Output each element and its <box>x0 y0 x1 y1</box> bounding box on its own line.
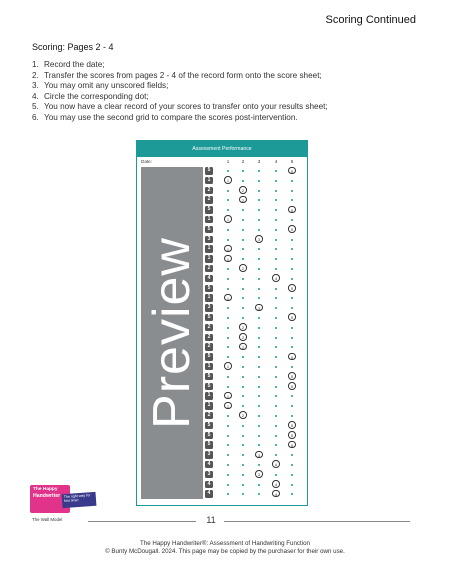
item-score-box: 3 <box>205 304 213 312</box>
item-score-box: 1 <box>205 255 213 263</box>
score-dot <box>227 170 229 172</box>
logo-tagline: The right way for first time! <box>62 492 97 508</box>
score-dot <box>227 356 229 358</box>
instruction-number: 2. <box>32 70 39 80</box>
score-dot <box>258 180 260 182</box>
column-number: 2 <box>241 159 245 164</box>
score-dot <box>258 376 260 378</box>
item-score-box: 1 <box>205 177 213 185</box>
score-dot <box>291 454 293 456</box>
score-dot <box>275 297 277 299</box>
circled-score-dot: 1 <box>224 392 232 400</box>
circled-score-dot: 5 <box>288 313 296 321</box>
circled-score-dot: 1 <box>224 215 232 223</box>
item-score-box: 5 <box>205 373 213 381</box>
score-dot <box>227 346 229 348</box>
instructions-list <box>32 60 328 124</box>
score-dot <box>258 386 260 388</box>
score-dot <box>258 346 260 348</box>
instruction-item <box>32 60 328 71</box>
footer-text <box>0 540 450 556</box>
score-dot <box>291 493 293 495</box>
logo-line2: Handwriter <box>33 493 61 499</box>
item-score-box: 5 <box>205 285 213 293</box>
score-dot <box>242 239 244 241</box>
score-dot <box>291 199 293 201</box>
circled-score-dot: 4 <box>272 460 280 468</box>
footer-rule-left <box>88 521 196 522</box>
score-dot <box>275 288 277 290</box>
score-dot <box>291 180 293 182</box>
score-dot <box>227 190 229 192</box>
score-dot <box>275 415 277 417</box>
score-dot <box>275 229 277 231</box>
score-dot <box>275 219 277 221</box>
score-dot <box>291 258 293 260</box>
score-dot <box>275 444 277 446</box>
circled-score-dot: 5 <box>288 372 296 380</box>
score-dot <box>227 474 229 476</box>
score-dot <box>242 288 244 290</box>
footer-rule-right <box>224 521 410 522</box>
score-dot <box>258 327 260 329</box>
section-title: Scoring: Pages 2 - 4 <box>32 42 114 52</box>
score-dot <box>275 425 277 427</box>
instruction-number: 5. <box>32 102 39 112</box>
score-dot <box>258 435 260 437</box>
score-dot <box>227 435 229 437</box>
score-dot <box>242 170 244 172</box>
score-dot <box>258 268 260 270</box>
instruction-item <box>32 92 328 103</box>
score-dot <box>291 405 293 407</box>
score-dot <box>291 395 293 397</box>
circled-score-dot: 1 <box>224 402 232 410</box>
score-sheet-title: Assessment Performance <box>137 141 307 157</box>
score-dot <box>242 258 244 260</box>
score-dot <box>227 464 229 466</box>
score-dot <box>227 415 229 417</box>
score-dot <box>227 337 229 339</box>
instruction-number: 1. <box>32 60 39 69</box>
score-dot <box>242 464 244 466</box>
score-dot <box>242 219 244 221</box>
score-dot <box>242 454 244 456</box>
item-score-box: 5 <box>205 353 213 361</box>
score-dot <box>242 435 244 437</box>
circled-score-dot: 2 <box>239 411 247 419</box>
score-dot <box>258 199 260 201</box>
score-dot <box>275 180 277 182</box>
item-score-box: 2 <box>205 412 213 420</box>
item-score-box: 2 <box>205 324 213 332</box>
score-dot <box>258 317 260 319</box>
score-dot <box>242 395 244 397</box>
circled-score-dot: 5 <box>288 206 296 214</box>
score-dot <box>258 484 260 486</box>
score-dot <box>242 297 244 299</box>
score-dot <box>258 405 260 407</box>
score-dot <box>258 288 260 290</box>
circled-score-dot: 4 <box>272 480 280 488</box>
circled-score-dot: 1 <box>224 255 232 263</box>
instruction-item <box>32 81 328 92</box>
score-dot <box>258 258 260 260</box>
circled-score-dot: 2 <box>239 196 247 204</box>
score-dot <box>242 366 244 368</box>
circled-score-dot: 2 <box>239 186 247 194</box>
score-dot <box>227 229 229 231</box>
score-dot <box>227 288 229 290</box>
score-dot <box>242 248 244 250</box>
circled-score-dot: 5 <box>288 225 296 233</box>
circled-score-dot: 3 <box>255 470 263 478</box>
circled-score-dot: 3 <box>255 451 263 459</box>
page-header-title: Scoring Continued <box>325 14 416 26</box>
score-dot <box>258 425 260 427</box>
item-score-box: 5 <box>205 167 213 175</box>
score-dot <box>227 484 229 486</box>
score-dot <box>227 327 229 329</box>
item-score-box: 2 <box>205 196 213 204</box>
score-dot <box>242 356 244 358</box>
score-dot <box>275 366 277 368</box>
score-dot <box>258 229 260 231</box>
score-dot <box>275 386 277 388</box>
score-dot <box>275 209 277 211</box>
score-dot <box>275 190 277 192</box>
score-dot <box>258 219 260 221</box>
item-score-box: 4 <box>205 490 213 498</box>
instruction-item <box>32 71 328 82</box>
instruction-item <box>32 102 328 113</box>
score-dot <box>258 190 260 192</box>
score-dot <box>291 346 293 348</box>
instruction-number: 4. <box>32 91 39 101</box>
score-dot <box>291 190 293 192</box>
score-dot <box>258 395 260 397</box>
footer-line-1: The Happy Handwriter®: Assessment of Handwriting Function <box>140 540 310 547</box>
column-number: 5 <box>290 159 294 164</box>
score-dot <box>275 248 277 250</box>
item-score-box: 5 <box>205 383 213 391</box>
item-score-box: 1 <box>205 294 213 302</box>
score-dot <box>275 337 277 339</box>
item-score-box: 5 <box>205 441 213 449</box>
score-dot <box>258 248 260 250</box>
instruction-text: You may use the second grid to compare the scores post-intervention. <box>44 112 298 122</box>
circled-score-dot: 5 <box>288 167 296 175</box>
score-dot <box>242 493 244 495</box>
score-dot <box>227 444 229 446</box>
score-dot <box>275 258 277 260</box>
item-score-box: 1 <box>205 245 213 253</box>
score-dot <box>291 297 293 299</box>
score-dot <box>291 484 293 486</box>
score-dot <box>227 386 229 388</box>
item-score-box: 2 <box>205 265 213 273</box>
circled-score-dot: 2 <box>239 264 247 272</box>
score-dot <box>275 376 277 378</box>
item-score-box: 4 <box>205 481 213 489</box>
score-dot <box>291 474 293 476</box>
circled-score-dot: 5 <box>288 353 296 361</box>
score-dot <box>275 474 277 476</box>
score-dot <box>227 425 229 427</box>
date-label: Date: <box>141 159 152 164</box>
item-score-box: 3 <box>205 471 213 479</box>
item-score-box: 2 <box>205 187 213 195</box>
score-dot <box>258 444 260 446</box>
score-dot <box>242 229 244 231</box>
score-dot <box>227 493 229 495</box>
score-dot <box>242 376 244 378</box>
score-dot <box>275 395 277 397</box>
item-score-box: 5 <box>205 422 213 430</box>
circled-score-dot: 5 <box>288 284 296 292</box>
score-dot <box>275 239 277 241</box>
column-header-row <box>137 157 307 166</box>
score-dot <box>291 415 293 417</box>
circled-score-dot: 4 <box>272 490 280 498</box>
score-dot <box>258 170 260 172</box>
instruction-text: Record the date; <box>44 60 105 69</box>
instruction-item <box>32 113 328 124</box>
score-dot <box>275 405 277 407</box>
score-dot <box>291 219 293 221</box>
happy-handwriter-logo <box>30 485 92 529</box>
logo-line1: The Happy <box>33 487 58 492</box>
score-dot <box>242 484 244 486</box>
score-dot <box>258 464 260 466</box>
item-score-box: 4 <box>205 275 213 283</box>
score-dot <box>227 454 229 456</box>
circled-score-dot: 1 <box>224 176 232 184</box>
score-dot <box>275 307 277 309</box>
score-dot <box>242 386 244 388</box>
item-score-box: 3 <box>205 451 213 459</box>
score-dot <box>227 307 229 309</box>
score-dot <box>258 209 260 211</box>
circled-score-dot: 1 <box>224 245 232 253</box>
circled-score-dot: 5 <box>288 441 296 449</box>
score-dot <box>275 346 277 348</box>
score-dot <box>291 307 293 309</box>
preview-watermark: Preview <box>143 237 201 429</box>
score-dot <box>242 307 244 309</box>
item-score-box: 2 <box>205 334 213 342</box>
score-dot <box>242 209 244 211</box>
item-score-box: 4 <box>205 461 213 469</box>
item-score-box: 2 <box>205 343 213 351</box>
score-dot <box>258 415 260 417</box>
instruction-text: You now have a clear record of your scores to transfer onto your results sheet; <box>44 102 328 112</box>
circled-score-dot: 5 <box>288 421 296 429</box>
score-dot <box>242 474 244 476</box>
circled-score-dot: 1 <box>224 294 232 302</box>
score-dot <box>275 454 277 456</box>
column-number: 3 <box>257 159 261 164</box>
score-dot <box>227 239 229 241</box>
page-number: 11 <box>206 515 216 525</box>
item-score-box: 3 <box>205 236 213 244</box>
score-dot <box>258 356 260 358</box>
item-score-box: 5 <box>205 206 213 214</box>
instruction-text: Transfer the scores from pages 2 - 4 of the record form onto the score sheet; <box>44 70 322 80</box>
item-score-box: 1 <box>205 402 213 410</box>
score-dot <box>275 435 277 437</box>
score-dot <box>258 297 260 299</box>
circled-score-dot: 2 <box>239 323 247 331</box>
score-dot <box>227 278 229 280</box>
score-dot <box>291 278 293 280</box>
score-dot <box>275 199 277 201</box>
score-dot <box>291 327 293 329</box>
score-dot <box>258 337 260 339</box>
item-score-box: 1 <box>205 392 213 400</box>
score-dot <box>258 278 260 280</box>
score-dot <box>291 248 293 250</box>
column-number: 4 <box>274 159 278 164</box>
score-dot <box>258 366 260 368</box>
score-dot <box>275 327 277 329</box>
score-dot <box>291 239 293 241</box>
score-dot <box>227 376 229 378</box>
score-dot <box>227 209 229 211</box>
item-score-box: 5 <box>205 314 213 322</box>
score-dot <box>291 337 293 339</box>
score-dot <box>242 278 244 280</box>
score-dot <box>275 317 277 319</box>
instruction-number: 6. <box>32 112 39 122</box>
circled-score-dot: 2 <box>239 343 247 351</box>
circled-score-dot: 5 <box>288 431 296 439</box>
instruction-text: Circle the corresponding dot; <box>44 91 149 101</box>
score-dot <box>242 425 244 427</box>
logo-subtitle: The Wall Model <box>32 517 63 522</box>
score-dot <box>275 170 277 172</box>
score-dot <box>258 493 260 495</box>
circled-score-dot: 2 <box>239 333 247 341</box>
footer-line-2: © Bunty McDougall. 2024. This page may be copied by the purchaser for their own use. <box>105 548 345 555</box>
score-dot <box>227 199 229 201</box>
score-sheet <box>136 140 308 506</box>
score-dot <box>227 317 229 319</box>
instruction-number: 3. <box>32 81 39 91</box>
item-score-box: 5 <box>205 226 213 234</box>
score-dot <box>242 317 244 319</box>
circled-score-dot: 4 <box>272 274 280 282</box>
score-dot <box>291 464 293 466</box>
score-dot <box>275 356 277 358</box>
instruction-text: You may omit any unscored fields; <box>44 81 169 91</box>
score-dot <box>227 268 229 270</box>
circled-score-dot: 5 <box>288 382 296 390</box>
score-dot <box>291 366 293 368</box>
item-score-box: 1 <box>205 363 213 371</box>
preview-overlay <box>141 167 203 499</box>
item-score-box: 1 <box>205 216 213 224</box>
circled-score-dot: 1 <box>224 362 232 370</box>
score-dot <box>242 180 244 182</box>
column-number: 1 <box>226 159 230 164</box>
circled-score-dot: 3 <box>255 235 263 243</box>
score-dot <box>242 405 244 407</box>
circled-score-dot: 3 <box>255 304 263 312</box>
score-dot <box>242 444 244 446</box>
score-dot <box>275 268 277 270</box>
item-score-box: 5 <box>205 432 213 440</box>
score-dot <box>291 268 293 270</box>
